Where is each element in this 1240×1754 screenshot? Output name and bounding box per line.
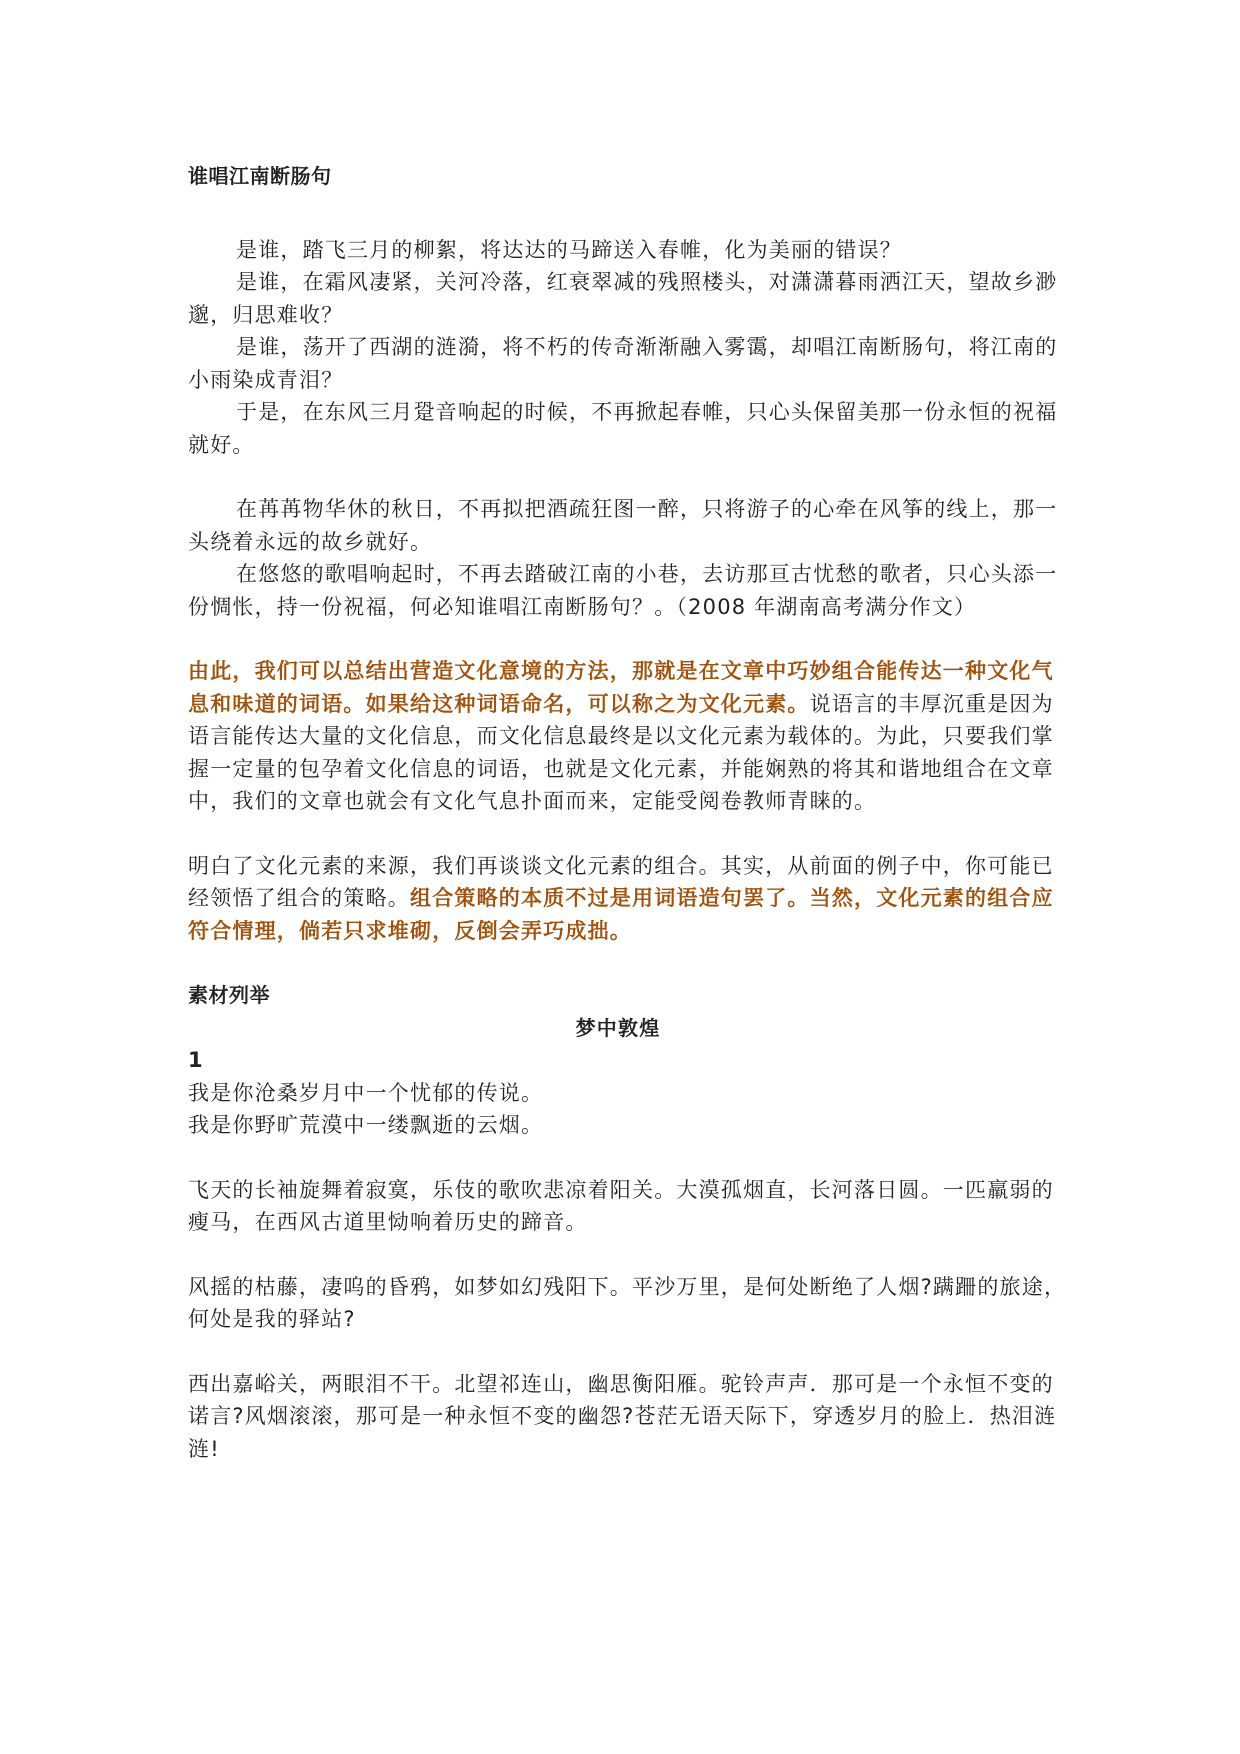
poem-line: 在苒苒物华休的秋日，不再拟把酒疏狂图一醉，只将游子的心牵在风筝的线上，那一头绕着永远的故乡就好。 — [188, 497, 1058, 554]
piece-paragraph: 飞天的长袖旋舞着寂寞，乐伎的歌吹悲凉着阳关。大漠孤烟直，长河落日圆。一匹羸弱的瘦马，在西风古道里恸响着历史的蹄音。 — [188, 1177, 1054, 1234]
analysis-emphasis: 由此，我们可以总结出营造文化意境的方法，那就是在文章中巧妙组合能传达一种文化气息和味道的词语。如果给这种词语命名，可以称之为文化元素。 — [188, 659, 1054, 716]
poem-line: 于是，在东风三月跫音响起的时候，不再掀起春帷，只心头保留美那一份永恒的祝福就好。 — [188, 400, 1058, 457]
combination-emphasis: 组合策略的本质不过是用词语造句罢了。当然，文化元素的组合应符合情理，倘若只求堆砌，反倒会弄巧成拙。 — [188, 886, 1054, 943]
analysis-text: 说语言的丰厚沉重是因为语言能传达大量的文化信息，而文化信息最终是以文化元素为载体的。为此，只要我们掌握一定量的包孕着文化信息的词语，也就是文化元素，并能娴熟的将其和谐地组合在文章中，我们的文章也就会有文化气息扑面而来，定能受阅卷教师青睐的。 — [188, 691, 1054, 813]
materials-heading: 素材列举 — [188, 983, 270, 1007]
spacer — [188, 193, 1068, 226]
poem-line: 是谁，踏飞三月的柳絮，将达达的马蹄送入春帷，化为美丽的错误？ — [236, 237, 902, 262]
piece-line: 我是你沧桑岁月中一个忧郁的传说。 — [188, 1080, 544, 1105]
spacer — [188, 818, 1068, 850]
poem-line: 是谁，荡开了西湖的涟漪，将不朽的传奇渐渐融入雾霭，却唱江南断肠句，将江南的小雨染成青泪？ — [188, 335, 1058, 392]
spacer — [188, 1336, 1068, 1368]
piece-number: 1 — [188, 1048, 204, 1072]
spacer — [188, 947, 1068, 979]
combination-text: 明白了文化元素的来源，我们再谈谈文化元素的组合。其实，从前面的例子中，你可能已经领悟了组合的策略。 — [188, 853, 1054, 910]
spacer — [188, 226, 1068, 234]
document-page — [188, 160, 1068, 1465]
poem-line: 是谁，在霜风凄紧，关河冷落，红衰翠减的残照楼头，对潇潇暮雨洒江天，望故乡渺邈，归思难收？ — [188, 270, 1058, 327]
piece-line: 我是你野旷荒漠中一缕飘逝的云烟。 — [188, 1113, 544, 1137]
spacer — [188, 1142, 1068, 1174]
piece-paragraph: 风摇的枯藤，凄呜的昏鸦，如梦如幻残阳下。平沙万里，是何处断绝了人烟?蹒跚的旅途，何处是我的驿站? — [188, 1274, 1067, 1331]
spacer — [188, 1239, 1068, 1271]
spacer — [188, 461, 1068, 493]
piece-title: 梦中敦煌 — [575, 1015, 661, 1040]
spacer — [188, 623, 1068, 655]
piece-paragraph: 西出嘉峪关，两眼泪不干。北望祁连山，幽思衡阳雁。驼铃声声．那可是一个永恒不变的诺言?风烟滚滚，那可是一种永恒不变的幽怨?苍茫无语天际下，穿透岁月的脸上．热泪涟涟! — [188, 1371, 1057, 1461]
poem-line: 在悠悠的歌唱响起时，不再去踏破江南的小巷，去访那亘古忧愁的歌者，只心头添一份惆怅，持一份祝福，何必知谁唱江南断肠句？。（2008 年湖南高考满分作文） — [188, 562, 1058, 619]
essay-title: 谁唱江南断肠句 — [188, 164, 332, 188]
combination-paragraph — [188, 850, 1068, 948]
analysis-paragraph — [188, 655, 1068, 818]
